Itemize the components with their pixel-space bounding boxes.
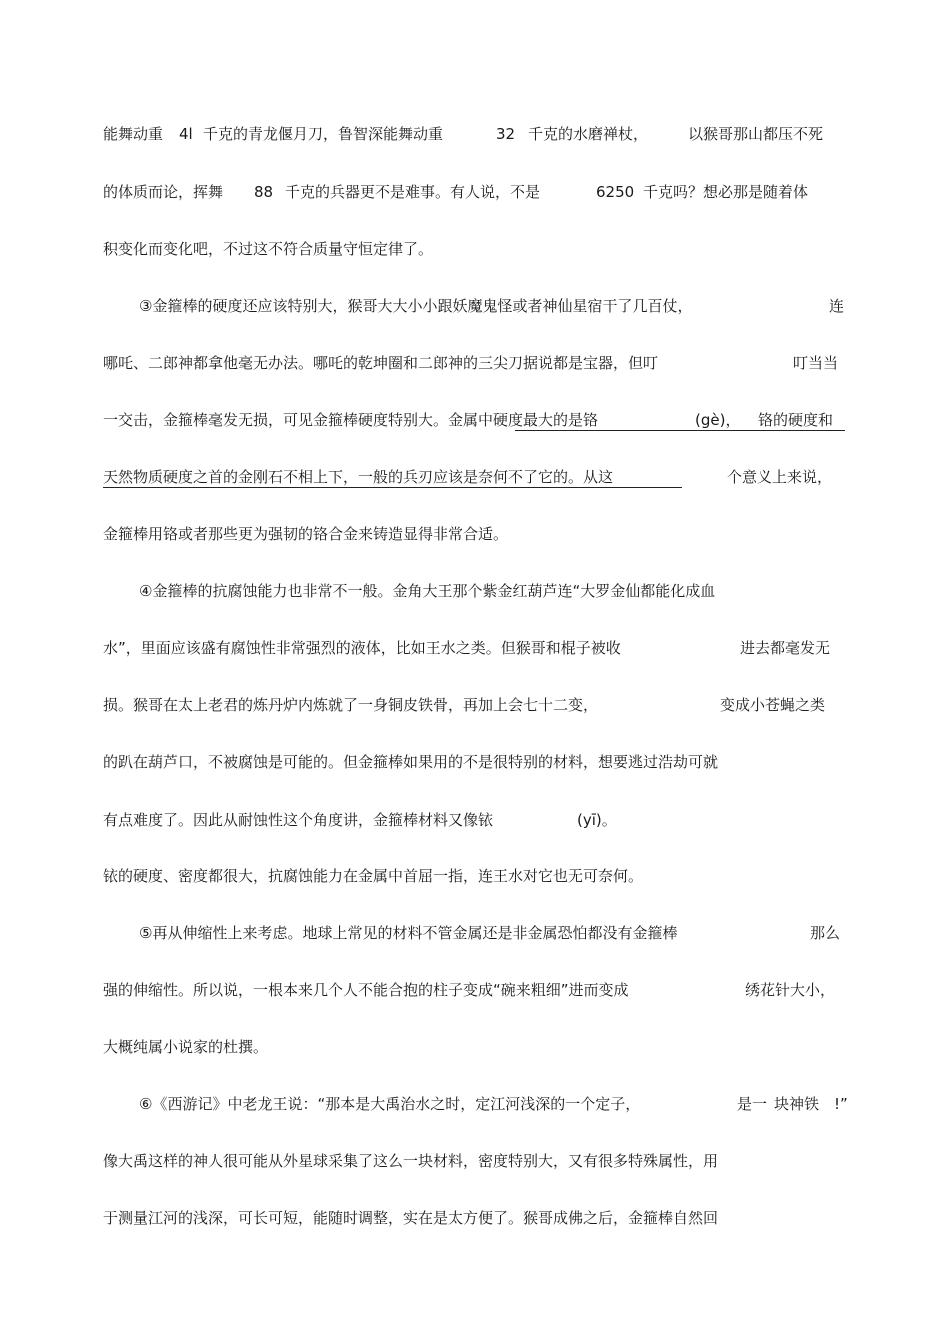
- text-segment: 千克吗？想必那是随着体: [643, 183, 809, 201]
- text-segment: 的体质而论，挥舞: [103, 183, 224, 201]
- text-line: [0, 975, 950, 1005]
- text-line: [0, 1089, 950, 1119]
- text-segment: !”: [834, 1095, 848, 1113]
- text-segment: ⑤再从伸缩性上来考虑。地球上常见的材料不管金属还是非金属恐怕都没有金箍棒: [139, 924, 678, 942]
- text-line: [0, 177, 950, 207]
- text-segment: ⑥《西游记》中老龙王说：“那本是大禹治水之时，定江河浅深的一个定子，: [139, 1095, 641, 1113]
- text-segment: 变成小苍蝇之类: [720, 696, 826, 714]
- text-segment: ③金箍棒的硬度还应该特别大，猴哥大大小小跟妖魔鬼怪或者神仙星宿干了几百仗，: [139, 297, 693, 315]
- text-segment: 能舞动重: [103, 125, 164, 143]
- text-segment: 个意义上来说，: [727, 468, 833, 486]
- text-segment: 那么: [810, 924, 841, 942]
- text-segment: 4l: [179, 125, 193, 143]
- text-segment: 积变化而变化吧，不过这不符合质量守恒定律了。: [103, 240, 434, 258]
- text-segment: 千克的兵器更不是难事。有人说，不是: [285, 183, 541, 201]
- text-line: [0, 690, 950, 720]
- text-segment: 的趴在葫芦口，不被腐蚀是可能的。但金箍棒如果用的不是很特别的材料，想要逃过浩劫可就: [103, 753, 719, 771]
- text-line: [0, 348, 950, 378]
- text-segment: 铬的硬度和: [758, 411, 834, 429]
- text-segment: 6250: [596, 183, 635, 201]
- text-segment: 32: [496, 125, 516, 143]
- text-segment: 水”，里面应该盛有腐蚀性非常强烈的液体，比如王水之类。但猴哥和棍子被收: [103, 639, 621, 657]
- text-segment: 哪吒、二郎神都拿他毫无办法。哪吒的乾坤圈和二郎神的三尖刀据说都是宝器，但叮: [103, 354, 659, 372]
- text-segment: 有点难度了。因此从耐蚀性这个角度讲，金箍棒材料又像铱: [103, 811, 494, 829]
- text-line: [0, 234, 950, 264]
- text-segment: 千克的青龙偃月刀，鲁智深能舞动重: [203, 125, 444, 143]
- text-line: [0, 1146, 950, 1176]
- text-segment: 叮当当: [793, 354, 839, 372]
- text-segment: 强的伸缩性。所以说，一根本来几个人不能合抱的柱子变成“碗来粗细”进而变成: [103, 981, 629, 999]
- text-segment: 是一: [737, 1095, 768, 1113]
- text-line: [0, 1032, 950, 1062]
- text-segment: 像大禹这样的神人很可能从外星球采集了这么一块材料，密度特别大，又有很多特殊属性，用: [103, 1152, 719, 1170]
- text-line: [0, 861, 950, 891]
- text-segment: 千克的水磨禅杖，: [528, 125, 649, 143]
- text-segment: 损。猴哥在太上老君的炼丹炉内炼就了一身铜皮铁骨，再加上会七十二变，: [103, 696, 599, 714]
- text-segment: 块神铁: [774, 1095, 820, 1113]
- text-line: [0, 633, 950, 663]
- text-line: [0, 1203, 950, 1233]
- text-line: [0, 805, 950, 835]
- text-segment: 大概纯属小说家的杜撰。: [103, 1038, 269, 1056]
- text-segment: 金箍棒用铬或者那些更为强韧的铬合金来铸造显得非常合适。: [103, 525, 509, 543]
- underline: [103, 487, 682, 488]
- text-segment: (gè)，: [695, 411, 741, 429]
- underline: [515, 430, 845, 431]
- text-line: [0, 291, 950, 321]
- text-line: [0, 576, 950, 606]
- text-segment: 于测量江河的浅深，可长可短，能随时调整，实在是太方便了。猴哥成佛之后，金箍棒自然回: [103, 1209, 719, 1227]
- text-segment: 进去都毫发无: [740, 639, 831, 657]
- text-segment: 天然物质硬度之首的金刚石不相上下，一般的兵刃应该是奈何不了它的。从这: [103, 468, 614, 486]
- text-line: [0, 519, 950, 549]
- text-segment: 连: [829, 297, 845, 315]
- text-segment: 88: [254, 183, 274, 201]
- text-segment: 铱的硬度、密度都很大，抗腐蚀能力在金属中首屈一指，连王水对它也无可奈何。: [103, 867, 644, 885]
- text-segment: 一交击，金箍棒毫发无损，可见金箍棒硬度特别大。金属中硬度最大的是铬: [103, 411, 599, 429]
- text-line: [0, 747, 950, 777]
- text-segment: (yī)。: [577, 811, 617, 829]
- text-segment: ④金箍棒的抗腐蚀能力也非常不一般。金角大王那个紫金红葫芦连“大罗金仙都能化成血: [139, 582, 716, 600]
- text-line: [0, 119, 950, 149]
- text-segment: 以猴哥那山都压不死: [688, 125, 824, 143]
- text-line: [0, 918, 950, 948]
- text-segment: 绣花针大小，: [745, 981, 836, 999]
